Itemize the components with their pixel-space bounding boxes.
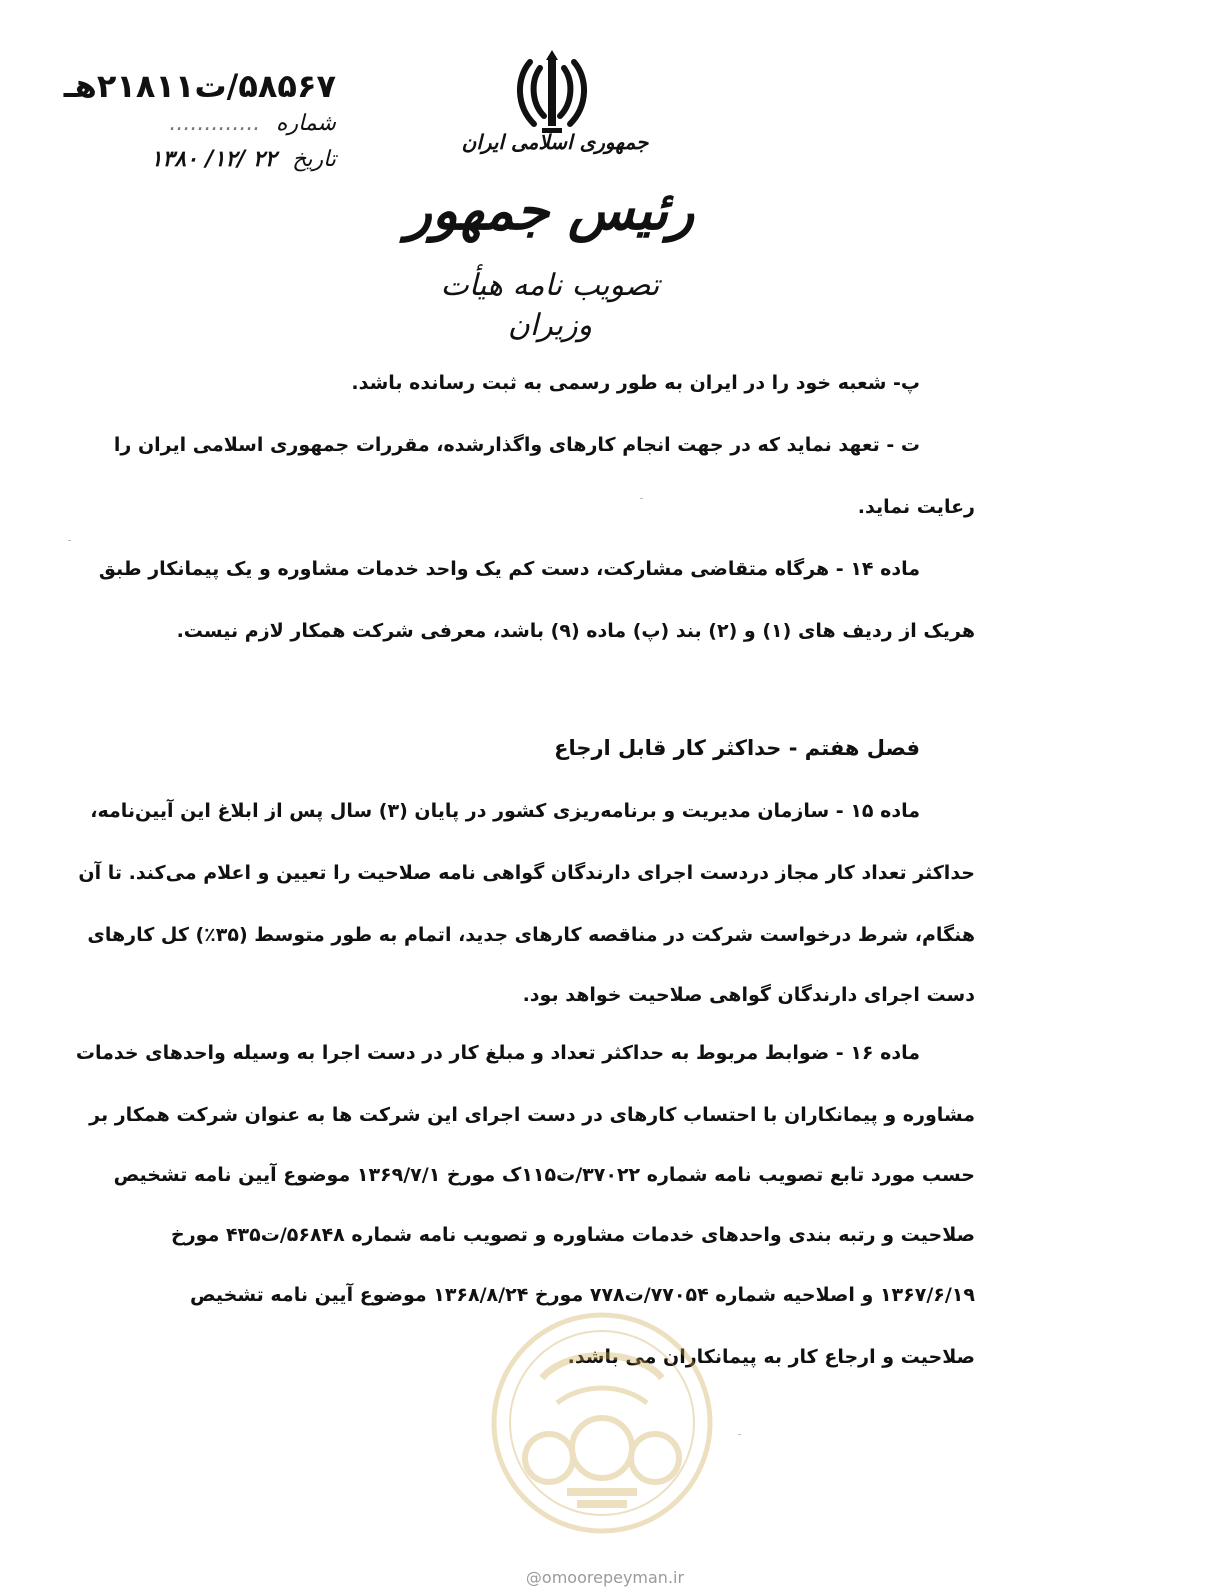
scan-speck	[68, 540, 71, 541]
clause-t-line-1: ت - تعهد نماید که در جهت انجام کارهای واگذارشده، مقررات جمهوری اسلامی ایران را	[113, 434, 920, 456]
footer-website: @omoorepeyman.ir	[525, 1568, 685, 1587]
reference-number: ۵۸۵۶۷/ت۲۱۸۱۱هـ	[63, 67, 336, 105]
article-15-line-3: هنگام، شرط درخواست شرکت در مناقصه کارهای جدید، اتمام به طور متوسط (۳۵٪) کل کارهای	[87, 924, 975, 946]
number-dots: .............	[169, 111, 261, 136]
number-label: شماره	[275, 111, 336, 136]
president-title: رئیس جمهور	[405, 178, 695, 242]
date-row	[36, 142, 336, 178]
article-16-line-3: حسب مورد تابع تصویب نامه شماره ۳۷۰۲۲/ت۱۱۵ک مورخ ۱۳۶۹/۷/۱ موضوع آیین نامه تشخیص	[113, 1164, 975, 1186]
watermark-seal-icon	[487, 1308, 717, 1538]
reference-block	[36, 66, 336, 178]
clause-p: پ- شعبه خود را در ایران به طور رسمی به ثبت رسانده باشد.	[351, 372, 920, 394]
article-15-line-1: ماده ۱۵ - سازمان مدیریت و برنامه‌ریزی کشور در پایان (۳) سال پس از ابلاغ این آیین‌نامه،	[90, 800, 920, 822]
article-16-line-2: مشاوره و پیمانکاران با احتساب کارهای در دست اجرای این شرکت ها به عنوان شرکت همکار بر	[89, 1104, 975, 1126]
article-16-line-5: ۱۳۶۷/۶/۱۹ و اصلاحیه شماره ۷۷۰۵۴/ت۷۷۸ مورخ ۱۳۶۸/۸/۲۴ موضوع آیین نامه تشخیص	[189, 1284, 975, 1306]
article-14-line-2: هریک از ردیف های (۱) و (۲) بند (پ) ماده (۹) باشد، معرفی شرکت همکار لازم نیست.	[176, 620, 975, 642]
article-16-line-1: ماده ۱۶ - ضوابط مربوط به حداکثر تعداد و مبلغ کار در دست اجرا به وسیله واحدهای خدمات	[75, 1042, 920, 1064]
article-15-line-4: دست اجرای دارندگان گواهی صلاحیت خواهد بود.	[522, 984, 975, 1006]
number-row	[36, 106, 336, 142]
republic-title: جمهوری اسلامی ایران	[461, 130, 649, 154]
article-14-line-1: ماده ۱۴ - هرگاه متقاضی مشارکت، دست کم یک واحد خدمات مشاوره و یک پیمانکار طبق	[98, 558, 920, 580]
date-value: ۲۲ /۱۲/ ۱۳۸۰	[150, 147, 277, 172]
article-16-line-4: صلاحیت و رتبه بندی واحدهای خدمات مشاوره و تصویب نامه شماره ۵۶۸۴۸/ت۴۳۵ مورخ	[171, 1224, 975, 1246]
article-16-line-6: صلاحیت و ارجاع کار به پیمانکاران می باشد.	[567, 1346, 975, 1368]
chapter-7-heading: فصل هفتم - حداکثر کار قابل ارجاع	[554, 736, 920, 760]
scan-speck	[640, 498, 643, 499]
scan-speck	[738, 1434, 741, 1435]
clause-t-line-2: رعایت نماید.	[857, 496, 975, 518]
article-15-line-2: حداکثر تعداد کار مجاز دردست اجرای دارندگان گواهی نامه صلاحیت را تعیین و اعلام می‌کند. تا آن	[78, 862, 975, 884]
date-label: تاریخ	[292, 147, 336, 172]
decree-title: تصویب نامه هیأت وزیران	[440, 268, 660, 343]
iran-emblem-icon	[512, 48, 592, 138]
